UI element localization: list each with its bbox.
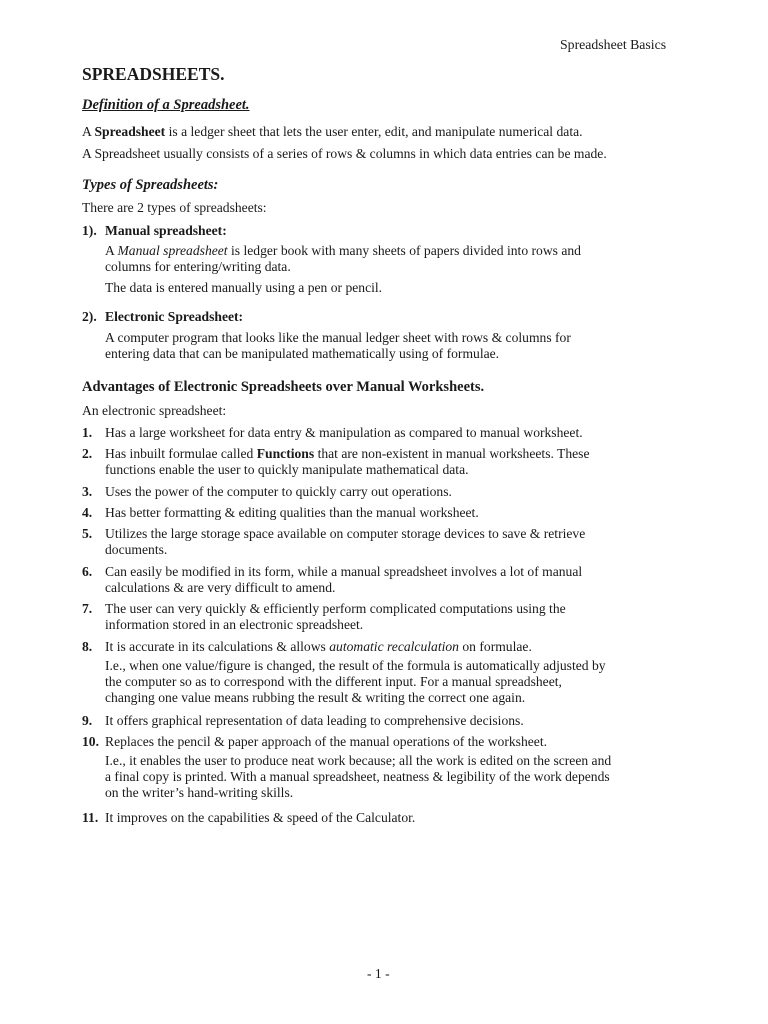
definition-line-1 (82, 124, 583, 140)
list-item-text: on formulae. (458, 639, 532, 654)
manual-spreadsheet-line-1 (105, 243, 581, 259)
list-item-line: I.e., it enables the user to produce neat work because; all the work is edited on the screen and (105, 753, 612, 768)
list-item-line: the computer so as to correspond with the different input. For a manual spreadsheet, (105, 674, 562, 689)
list-number: 10. (82, 734, 99, 749)
running-header: Spreadsheet Basics (560, 37, 667, 52)
manual-spreadsheet-title: Manual spreadsheet: (105, 223, 227, 238)
electronic-spreadsheet-line-1: A computer program that looks like the manual ledger sheet with rows & columns for (105, 330, 571, 345)
manual-text: A (105, 243, 118, 258)
list-item-line: Replaces the pencil & paper approach of the manual operations of the worksheet. (105, 734, 548, 749)
definition-text: is a ledger sheet that lets the user enter, edit, and manipulate numerical data. (165, 124, 583, 139)
list-item-text: It is accurate in its calculations & allows (105, 639, 330, 654)
list-item-line: Has better formatting & editing qualities than the manual worksheet. (105, 505, 479, 520)
electronic-spreadsheet-line-2: entering data that can be manipulated mathematically using of formulae. (105, 346, 500, 361)
definition-text: A (82, 124, 95, 139)
list-item-line (105, 446, 590, 462)
list-item-line: Utilizes the large storage space available on computer storage devices to save & retrieve (105, 526, 586, 541)
list-number: 9. (82, 713, 93, 728)
list-item-line: It offers graphical representation of data leading to comprehensive decisions. (105, 713, 524, 728)
advantages-heading: Advantages of Electronic Spreadsheets over Manual Worksheets. (82, 379, 485, 395)
list-item-line: It improves on the capabilities & speed of the Calculator. (105, 810, 416, 825)
list-item-line (105, 639, 532, 655)
manual-term: Manual spreadsheet (117, 243, 228, 258)
list-item-line: functions enable the user to quickly manipulate mathematical data. (105, 462, 469, 477)
list-number: 2. (82, 446, 93, 461)
list-number: 5. (82, 526, 93, 541)
list-item-line: Uses the power of the computer to quickly carry out operations. (105, 484, 452, 499)
list-item-line: documents. (105, 542, 168, 557)
advantages-intro: An electronic spreadsheet: (82, 403, 227, 418)
list-number: 6. (82, 564, 93, 579)
functions-term: Functions (256, 446, 315, 461)
manual-spreadsheet-line-3: The data is entered manually using a pen or pencil. (105, 280, 383, 295)
list-number: 11. (82, 810, 99, 825)
list-item-text: that are non-existent in manual worksheets. These (314, 446, 590, 461)
definition-heading: Definition of a Spreadsheet. (82, 97, 250, 113)
list-item-text: Has inbuilt formulae called (105, 446, 257, 461)
list-number: 2). (82, 309, 97, 324)
recalculation-term: automatic recalculation (329, 639, 459, 654)
page-number: - 1 - (367, 966, 390, 981)
list-number: 8. (82, 639, 93, 654)
list-item-line: a final copy is printed. With a manual spreadsheet, neatness & legibility of the work depends (105, 769, 610, 784)
list-item-line: Has a large worksheet for data entry & manipulation as compared to manual worksheet. (105, 425, 583, 440)
definition-term: Spreadsheet (94, 124, 166, 139)
list-number: 7. (82, 601, 93, 616)
types-heading: Types of Spreadsheets: (82, 177, 219, 193)
list-item-line: changing one value means rubbing the result & writing the correct one again. (105, 690, 526, 705)
list-number: 1. (82, 425, 93, 440)
electronic-spreadsheet-title: Electronic Spreadsheet: (105, 309, 244, 324)
document-title: SPREADSHEETS. (82, 64, 225, 84)
list-item-line: calculations & are very difficult to amend. (105, 580, 336, 595)
list-item-line: information stored in an electronic spreadsheet. (105, 617, 364, 632)
manual-spreadsheet-line-2: columns for entering/writing data. (105, 259, 291, 274)
list-item-line: I.e., when one value/figure is changed, the result of the formula is automatically adjusted by (105, 658, 606, 673)
list-number: 3. (82, 484, 93, 499)
list-number: 4. (82, 505, 93, 520)
list-item-line: The user can very quickly & efficiently perform complicated computations using the (105, 601, 566, 616)
definition-line-2: A Spreadsheet usually consists of a series of rows & columns in which data entries can be made. (82, 146, 607, 161)
manual-text: is ledger book with many sheets of papers divided into rows and (227, 243, 581, 258)
types-intro: There are 2 types of spreadsheets: (82, 200, 267, 215)
list-number: 1). (82, 223, 97, 238)
list-item-line: Can easily be modified in its form, while a manual spreadsheet involves a lot of manual (105, 564, 583, 579)
list-item-line: on the writer’s hand-writing skills. (105, 785, 294, 800)
